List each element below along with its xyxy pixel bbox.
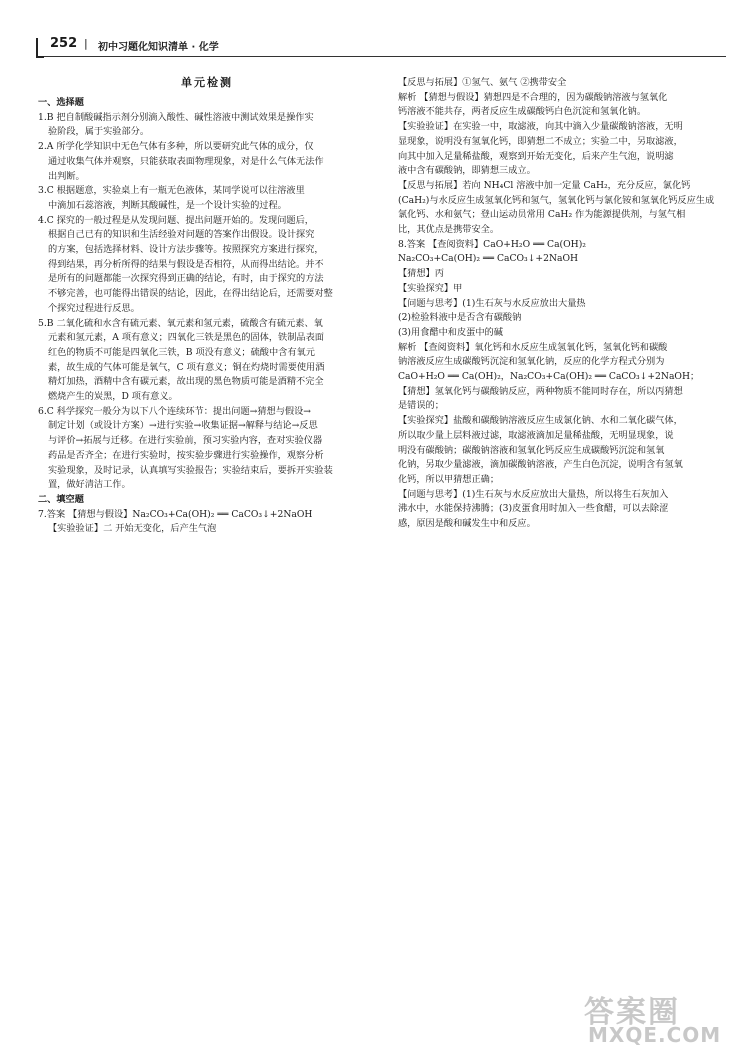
text-line: 7.答案 【猜想与假设】Na₂CO₃+Ca(OH)₂ ══ CaCO₃↓+2NaOH: [38, 508, 313, 520]
text-line: 4.C 探究的一般过程是从发现问题、提出问题开始的。发现问题后，: [38, 214, 314, 226]
text-line: 钙溶液不能共存，两者反应生成碳酸钙白色沉淀和氢氧化钠。: [398, 106, 647, 118]
page-number: 252: [50, 36, 78, 51]
text-line: (3)用食醋中和皮蛋中的碱: [398, 326, 503, 338]
text-line: 【实验验证】二 开始无变化，后产生气泡: [48, 523, 217, 535]
text-line: 【猜想】丙: [398, 268, 444, 280]
text-line: 【实验验证】在实验一中，取滤液，向其中滴入少量碳酸钠溶液，无明: [398, 121, 683, 133]
text-line: 氯化钙、水和氨气；登山运动员常用 CaH₂ 作为能源提供剂，与氢气相: [398, 209, 686, 221]
text-line: 验阶段，属于实验部分。: [48, 126, 150, 138]
text-line: 【反思与拓展】①氢气、氨气 ②携带安全: [398, 77, 567, 88]
text-line: 与评价→拓展与迁移。在进行实验前，预习实验内容，查对实验仪器: [48, 435, 323, 447]
text-line: 【实验探究】盐酸和碳酸钠溶液反应生成氯化钠、水和二氧化碳气体，: [398, 415, 683, 427]
left-column: [38, 76, 376, 537]
text-line: 【问题与思考】(1)生石灰与水反应放出大量热，所以将生石灰加入: [398, 488, 669, 500]
text-line: 【问题与思考】(1)生石灰与水反应放出大量热: [398, 297, 586, 309]
text-line: 所以取少量上层料液过滤，取滤液滴加足量稀盐酸，无明显现象，说: [398, 429, 674, 441]
text-line: 元素和氢元素，A 项有意义；四氧化三铁是黑色的固体，铁制品表面: [48, 332, 324, 344]
text-line: 【猜想】氢氧化钙与碳酸钠反应，两种物质不能同时存在，所以丙猜想: [398, 385, 683, 397]
text-line: 二、填空题: [38, 493, 84, 505]
text-line: 药品是否齐全；在进行实验时，按实验步骤进行实验操作，观察分析: [48, 449, 324, 461]
text-line: 6.C 科学探究一般分为以下八个连续环节：提出问题→猜想与假设→: [38, 405, 311, 417]
text-line: 的方案，包括选择材料、设计方法步骤等。按照探究方案进行探究，: [48, 244, 324, 256]
section-title: 单元检测: [181, 76, 233, 89]
text-line: 通过收集气体并观察，只能获取表面物理现象，对是什么气体无法作: [48, 155, 324, 167]
text-line: 2.A 所学化学知识中无色气体有多种，所以要研究此气体的成分，仅: [38, 141, 314, 153]
text-line: 化钠，另取少量滤液，滴加碳酸钠溶液，产生白色沉淀，说明含有氢氧: [398, 459, 683, 471]
text-line: 个探究过程进行反思。: [48, 302, 140, 314]
text-line: 素，故生成的气体可能是氧气，C 项有意义；铜在灼烧时需要使用酒: [48, 361, 325, 373]
text-line: 比，其优点是携带安全。: [398, 224, 500, 236]
text-line: 精灯加热，酒精中含有碳元素，故出现的黑色物质可能是酒精不完全: [48, 376, 324, 388]
text-line: 燃烧产生的炭黑，D 项有意义。: [48, 391, 178, 403]
page-header: [36, 34, 726, 57]
text-line: 5.B 二氧化硫和水含有硫元素、氧元素和氢元素，硫酸含有硫元素、氧: [38, 317, 323, 329]
text-line: 显现象，说明没有氢氧化钙，即猜想二不成立；实验二中，另取滤液，: [398, 135, 683, 147]
right-column: [398, 76, 720, 532]
text-line: 向其中加入足量稀盐酸，观察到开始无变化，后来产生气泡，说明滤: [398, 150, 674, 162]
text-line: 是所有的问题都能一次探究得到正确的结论，有时，由于探究的方法: [48, 273, 324, 285]
header-bracket-mark: [36, 38, 44, 58]
text-line: 沸水中，水能保持沸腾；(3)皮蛋食用时加入一些食醋，可以去除涩: [398, 503, 669, 515]
text-line: 制定计划（或设计方案）→进行实验→收集证据→解释与结论→反思: [48, 420, 318, 432]
header-separator: |: [84, 37, 88, 50]
watermark-text: 答案圈: [584, 995, 680, 1030]
watermark-url: MXQE.COM: [588, 1023, 722, 1047]
text-line: 得到结果，再分析所得的结果与假设是否相符，从而得出结论。并不: [48, 258, 324, 270]
text-line: 出判断。: [48, 170, 85, 182]
text-line: 根据自己已有的知识和生活经验对问题的答案作出假设。设计探究: [48, 229, 315, 241]
text-line: 化钙，所以甲猜想正确；: [398, 473, 500, 485]
book-title: 初中习题化知识清单 · 化学: [98, 42, 219, 53]
text-line: 置，做好清洁工作。: [48, 479, 131, 491]
text-line: 一、选择题: [38, 97, 84, 108]
text-line: (CaH₂)与水反应生成氢氧化钙和氢气，氢氧化钙与氯化铵和氢氧化钙反应生成: [398, 194, 715, 206]
text-line: Na₂CO₃+Ca(OH)₂ ══ CaCO₃↓+2NaOH: [398, 253, 579, 265]
text-line: 钠溶液反应生成碳酸钙沉淀和氢氧化钠，反应的化学方程式分别为: [398, 356, 665, 368]
text-line: 解析 【查阅资料】氧化钙和水反应生成氢氧化钙，氢氧化钙和碳酸: [398, 341, 668, 353]
text-line: 【实验探究】甲: [398, 282, 463, 294]
text-line: CaO+H₂O ══ Ca(OH)₂，Na₂CO₃+Ca(OH)₂ ══ CaCO₃↓+2NaOH；: [398, 371, 700, 383]
text-line: 不够完善，也可能得出错误的结论，因此，在得出结论后，还需要对整: [48, 288, 333, 300]
text-line: 红色的物质不可能是四氧化三铁，B 项没有意义；硫酸中含有氧元: [48, 346, 315, 358]
text-line: 明没有碳酸钠；碳酸钠溶液和氢氧化钙反应生成碳酸钙沉淀和氢氧: [398, 444, 665, 456]
text-line: 3.C 根据题意，实验桌上有一瓶无色液体，某同学说可以往溶液里: [38, 185, 305, 197]
text-line: 1.B 把自制酸碱指示剂分别滴入酸性、碱性溶液中测试效果是操作实: [38, 111, 314, 123]
text-line: 解析 【猜想与假设】猜想四是不合理的，因为碳酸钠溶液与氢氧化: [398, 91, 668, 103]
left-answer-lines: [38, 96, 376, 537]
text-line: 感，原因是酸和碱发生中和反应。: [398, 518, 536, 530]
text-line: (2)检验料液中是否含有碳酸钠: [398, 312, 522, 324]
text-line: 是错误的；: [398, 400, 444, 412]
text-line: 8.答案 【查阅资料】CaO+H₂O ══ Ca(OH)₂: [398, 238, 586, 250]
text-line: 液中含有碳酸钠，即猜想三成立。: [398, 165, 536, 177]
text-line: 中滴加石蕊溶液，判断其酸碱性，是一个设计实验的过程。: [48, 199, 287, 211]
right-answer-lines: [398, 76, 720, 532]
watermark-logo: [572, 987, 722, 1049]
text-line: 实验现象，及时记录，认真填写实验报告；实验结束后，要拆开实验装: [48, 464, 333, 476]
text-line: 【反思与拓展】若向 NH₄Cl 溶液中加一定量 CaH₂，充分反应，氯化钙: [398, 179, 691, 191]
